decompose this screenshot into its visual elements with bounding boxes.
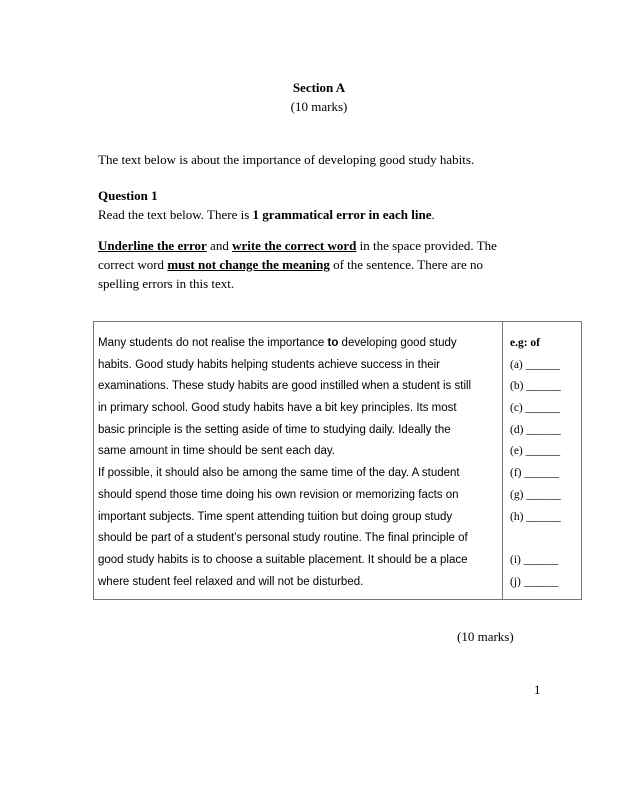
section-marks: (10 marks): [290, 99, 348, 114]
answer-example: e.g: of: [510, 337, 541, 349]
instruction-line-2: [98, 255, 518, 274]
passage-text: [98, 333, 471, 593]
answer-blank-h[interactable]: (h) ______: [510, 510, 561, 523]
instruction-line-1: [98, 236, 518, 255]
section-title: Section A: [292, 80, 346, 95]
must-not-change-meaning: must not change the meaning: [167, 257, 330, 272]
passage-line: good study habits is to choose a suitable placement. It should be a place: [98, 553, 468, 566]
passage-line: in primary school. Good study habits have a bit key principles. Its most: [98, 402, 457, 415]
answer-blank-i[interactable]: (i) ______: [510, 553, 559, 566]
passage-line-1-pre: Many students do not realise the importance: [98, 337, 328, 349]
passage-line-1-post: developing good study: [338, 337, 457, 349]
answer-blank-d[interactable]: (d) ______: [510, 423, 561, 436]
passage-line-1-bold: to: [327, 337, 339, 349]
answer-spacer: [510, 528, 561, 550]
instruction-line-3: spelling errors in this text.: [98, 276, 235, 291]
passage-line: should spend those time doing his own revision or memorizing facts on: [98, 488, 459, 501]
answer-blank-j[interactable]: (j) ______: [510, 575, 559, 588]
answer-column: [510, 333, 561, 593]
passage-line: should be part of a student’s personal study routine. The final principle of: [98, 532, 468, 545]
write-correct-word: write the correct word: [232, 238, 357, 253]
intro-text: The text below is about the importance of developing good study habits.: [98, 152, 475, 167]
box-divider: [502, 321, 503, 600]
page-number: 1: [534, 682, 541, 697]
passage-line: where student feel relaxed and will not be disturbed.: [98, 575, 364, 588]
underline-the-error: Underline the error: [98, 238, 207, 253]
passage-line: examinations. These study habits are good instilled when a student is still: [98, 380, 472, 393]
passage-line: basic principle is the setting aside of time to studying daily. Ideally the: [98, 423, 451, 436]
answer-blank-a[interactable]: (a) ______: [510, 358, 561, 371]
instruction-post: .: [431, 207, 435, 222]
instruction-line-2-pre: correct word: [98, 257, 168, 272]
answer-blank-g[interactable]: (g) ______: [510, 488, 561, 501]
instruction-line-2-post: of the sentence. There are no: [329, 257, 483, 272]
passage-line: same amount in time should be sent each day.: [98, 445, 335, 458]
answer-blank-b[interactable]: (b) ______: [510, 380, 561, 393]
question-label: Question 1: [98, 188, 158, 203]
instruction-bold: 1 grammatical error in each line: [252, 207, 432, 222]
answer-blank-c[interactable]: (c) ______: [510, 402, 561, 415]
underline-instructions: [98, 236, 518, 293]
passage-line: habits. Good study habits helping students achieve success in their: [98, 358, 441, 371]
passage-line: [98, 333, 471, 355]
passage-line: If possible, it should also be among the same time of the day. A student: [98, 467, 460, 480]
question-instruction: [98, 205, 518, 224]
answer-blank-f[interactable]: (f) ______: [510, 467, 559, 480]
footer-marks: (10 marks): [457, 629, 514, 644]
instruction-and: and: [206, 238, 233, 253]
instruction-line-1-post: in the space provided. The: [356, 238, 497, 253]
answer-blank-e[interactable]: (e) ______: [510, 445, 561, 458]
instruction-pre: Read the text below. There is: [98, 207, 253, 222]
passage-line: important subjects. Time spent attending tuition but doing group study: [98, 510, 453, 523]
